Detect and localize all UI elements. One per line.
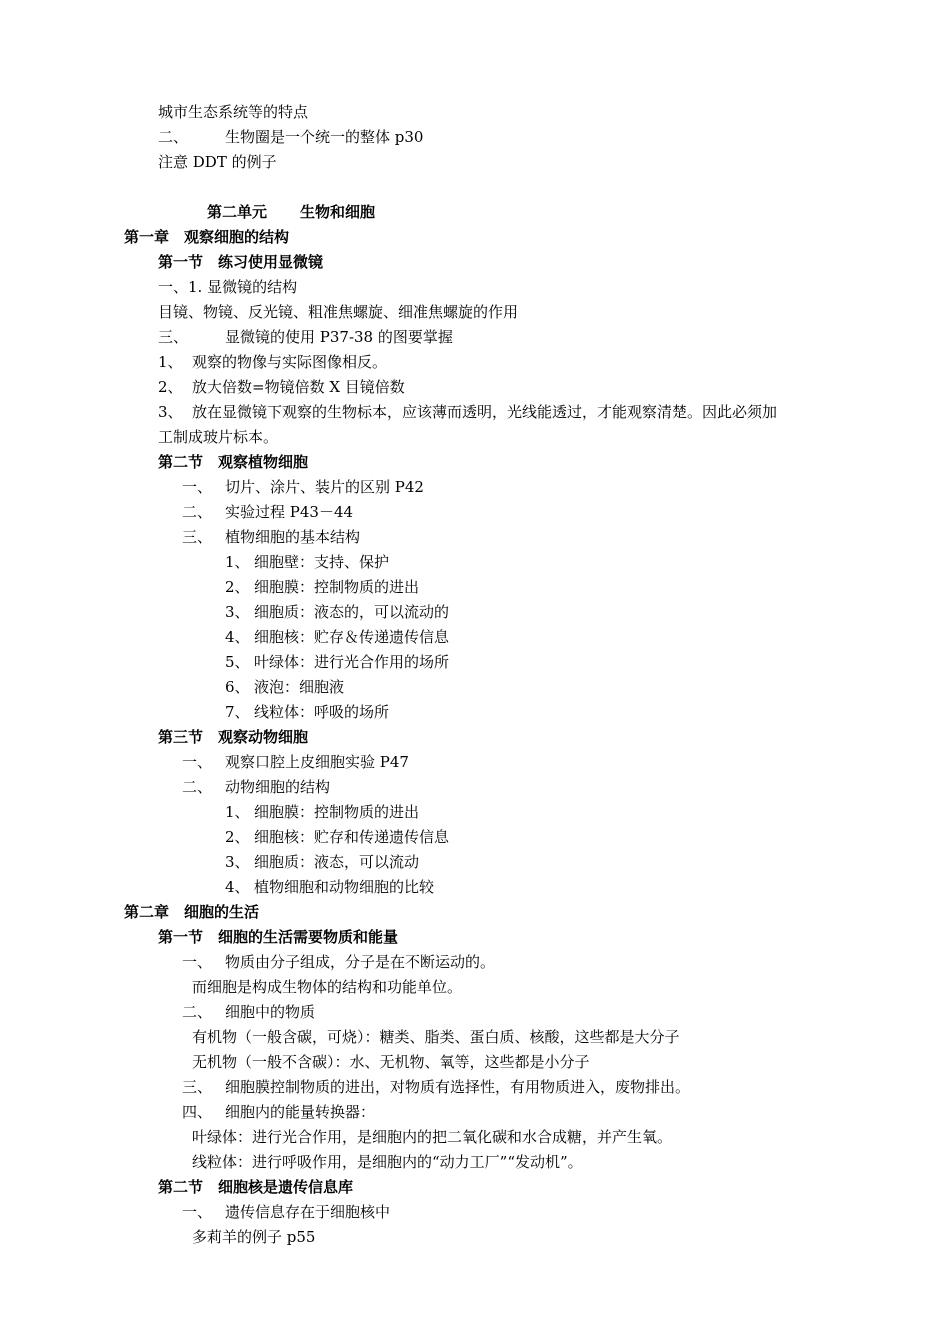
plant-structure-text: 细胞核：贮存＆传递遗传信息: [254, 628, 450, 646]
animal-structure-text: 植物细胞和动物细胞的比较: [254, 878, 435, 896]
chapter-2-title: 第二章 细胞的生活: [124, 903, 260, 921]
chapter-2-section-1-title: 第一节 细胞的生活需要物质和能量: [158, 928, 399, 946]
unit-title: 生物和细胞: [300, 203, 376, 221]
plant-structure-number: 5、: [225, 653, 250, 671]
c2s2-item-a-continuation: 多莉羊的例子 p55: [192, 1228, 316, 1246]
plant-structure-number: 2、: [225, 578, 250, 596]
plant-structure-text: 细胞壁：支持、保护: [254, 553, 390, 571]
animal-structure-number: 4、: [225, 878, 250, 896]
c2s1-item-d-text: 细胞内的能量转换器：: [225, 1103, 376, 1121]
plant-structure-number: 4、: [225, 628, 250, 646]
c2s1-item-a-number: 一、: [182, 953, 213, 971]
c2s1-item-a-continuation: 而细胞是构成生物体的结构和功能单位。: [192, 978, 463, 996]
inorganic-matter-line: 无机物（一般不含碳）：水、无机物、氧等，这些都是小分子: [192, 1053, 590, 1071]
c1s2-item-b-number: 二、: [182, 503, 213, 521]
plant-structure-text: 液泡：细胞液: [254, 678, 345, 696]
plant-structure-number: 3、: [225, 603, 250, 621]
c2s2-item-a-text: 遗传信息存在于细胞核中: [225, 1203, 391, 1221]
intro-line-3: 注意 DDT 的例子: [158, 153, 277, 171]
plant-structure-text: 细胞质：液态的，可以流动的: [254, 603, 450, 621]
c2s1-item-d-number: 四、: [182, 1103, 213, 1121]
animal-structure-text: 细胞膜：控制物质的进出: [254, 803, 420, 821]
c1s1-line-4-text: 观察的物像与实际图像相反。: [192, 353, 388, 371]
intro-line-1: 城市生态系统等的特点: [158, 103, 309, 121]
c1s1-line-3-number: 三、: [158, 328, 189, 346]
c1s1-line-2: 目镜、物镜、反光镜、粗准焦螺旋、细准焦螺旋的作用: [158, 303, 519, 321]
organic-matter-line: 有机物（一般含碳，可烧）：糖类、脂类、蛋白质、核酸，这些都是大分子: [192, 1028, 680, 1046]
intro-line-2-number: 二、: [158, 128, 189, 146]
c1s2-item-a-number: 一、: [182, 478, 213, 496]
c1s1-line-5-text: 放大倍数=物镜倍数 X 目镜倍数: [192, 378, 405, 396]
c1s1-line-4-number: 1、: [158, 353, 183, 371]
animal-structure-number: 1、: [225, 803, 250, 821]
chapter-2-section-2-title: 第二节 细胞核是遗传信息库: [158, 1178, 354, 1196]
c2s1-item-c-text: 细胞膜控制物质的进出，对物质有选择性，有用物质进入，废物排出。: [225, 1078, 691, 1096]
c1s3-item-b-number: 二、: [182, 778, 213, 796]
plant-structure-number: 6、: [225, 678, 250, 696]
c2s1-item-a-text: 物质由分子组成，分子是在不断运动的。: [225, 953, 496, 971]
chloroplast-line: 叶绿体：进行光合作用，是细胞内的把二氧化碳和水合成糖，并产生氧。: [192, 1128, 673, 1146]
c1s2-item-a-text: 切片、涂片、装片的区别 P42: [225, 478, 424, 496]
animal-structure-number: 2、: [225, 828, 250, 846]
intro-line-2-text: 生物圈是一个统一的整体 p30: [225, 128, 424, 146]
c1s1-line-6-number: 3、: [158, 403, 183, 421]
c1s3-item-a-text: 观察口腔上皮细胞实验 P47: [225, 753, 409, 771]
c1s1-line-6-text: 放在显微镜下观察的生物标本，应该薄而透明，光线能透过，才能观察清楚。因此必须加: [192, 403, 778, 421]
chapter-1-title: 第一章 观察细胞的结构: [124, 228, 290, 246]
c1s1-line-1: 一、1. 显微镜的结构: [158, 278, 298, 296]
plant-structure-text: 叶绿体：进行光合作用的场所: [254, 653, 450, 671]
c2s1-item-b-number: 二、: [182, 1003, 213, 1021]
c1s2-item-b-text: 实验过程 P43－44: [225, 503, 354, 521]
plant-structure-text: 线粒体：呼吸的场所: [254, 703, 390, 721]
c1s1-line-7: 工制成玻片标本。: [158, 428, 279, 446]
plant-structure-number: 1、: [225, 553, 250, 571]
animal-structure-text: 细胞质：液态，可以流动: [254, 853, 420, 871]
c2s1-item-c-number: 三、: [182, 1078, 213, 1096]
chapter-1-section-1-title: 第一节 练习使用显微镜: [158, 253, 324, 271]
c2s2-item-a-number: 一、: [182, 1203, 213, 1221]
chapter-1-section-3-title: 第三节 观察动物细胞: [158, 728, 309, 746]
mitochondria-line: 线粒体：进行呼吸作用，是细胞内的“动力工厂”“发动机”。: [192, 1153, 583, 1171]
animal-structure-number: 3、: [225, 853, 250, 871]
c1s2-item-c-text: 植物细胞的基本结构: [225, 528, 361, 546]
animal-structure-text: 细胞核：贮存和传递遗传信息: [254, 828, 450, 846]
plant-structure-number: 7、: [225, 703, 250, 721]
c1s1-line-5-number: 2、: [158, 378, 183, 396]
unit-number: 第二单元: [207, 203, 268, 221]
c2s1-item-b-text: 细胞中的物质: [225, 1003, 316, 1021]
c1s3-item-b-text: 动物细胞的结构: [225, 778, 331, 796]
c1s3-item-a-number: 一、: [182, 753, 213, 771]
c1s1-line-3-text: 显微镜的使用 P37-38 的图要掌握: [225, 328, 453, 346]
c1s2-item-c-number: 三、: [182, 528, 213, 546]
chapter-1-section-2-title: 第二节 观察植物细胞: [158, 453, 309, 471]
plant-structure-text: 细胞膜：控制物质的进出: [254, 578, 420, 596]
